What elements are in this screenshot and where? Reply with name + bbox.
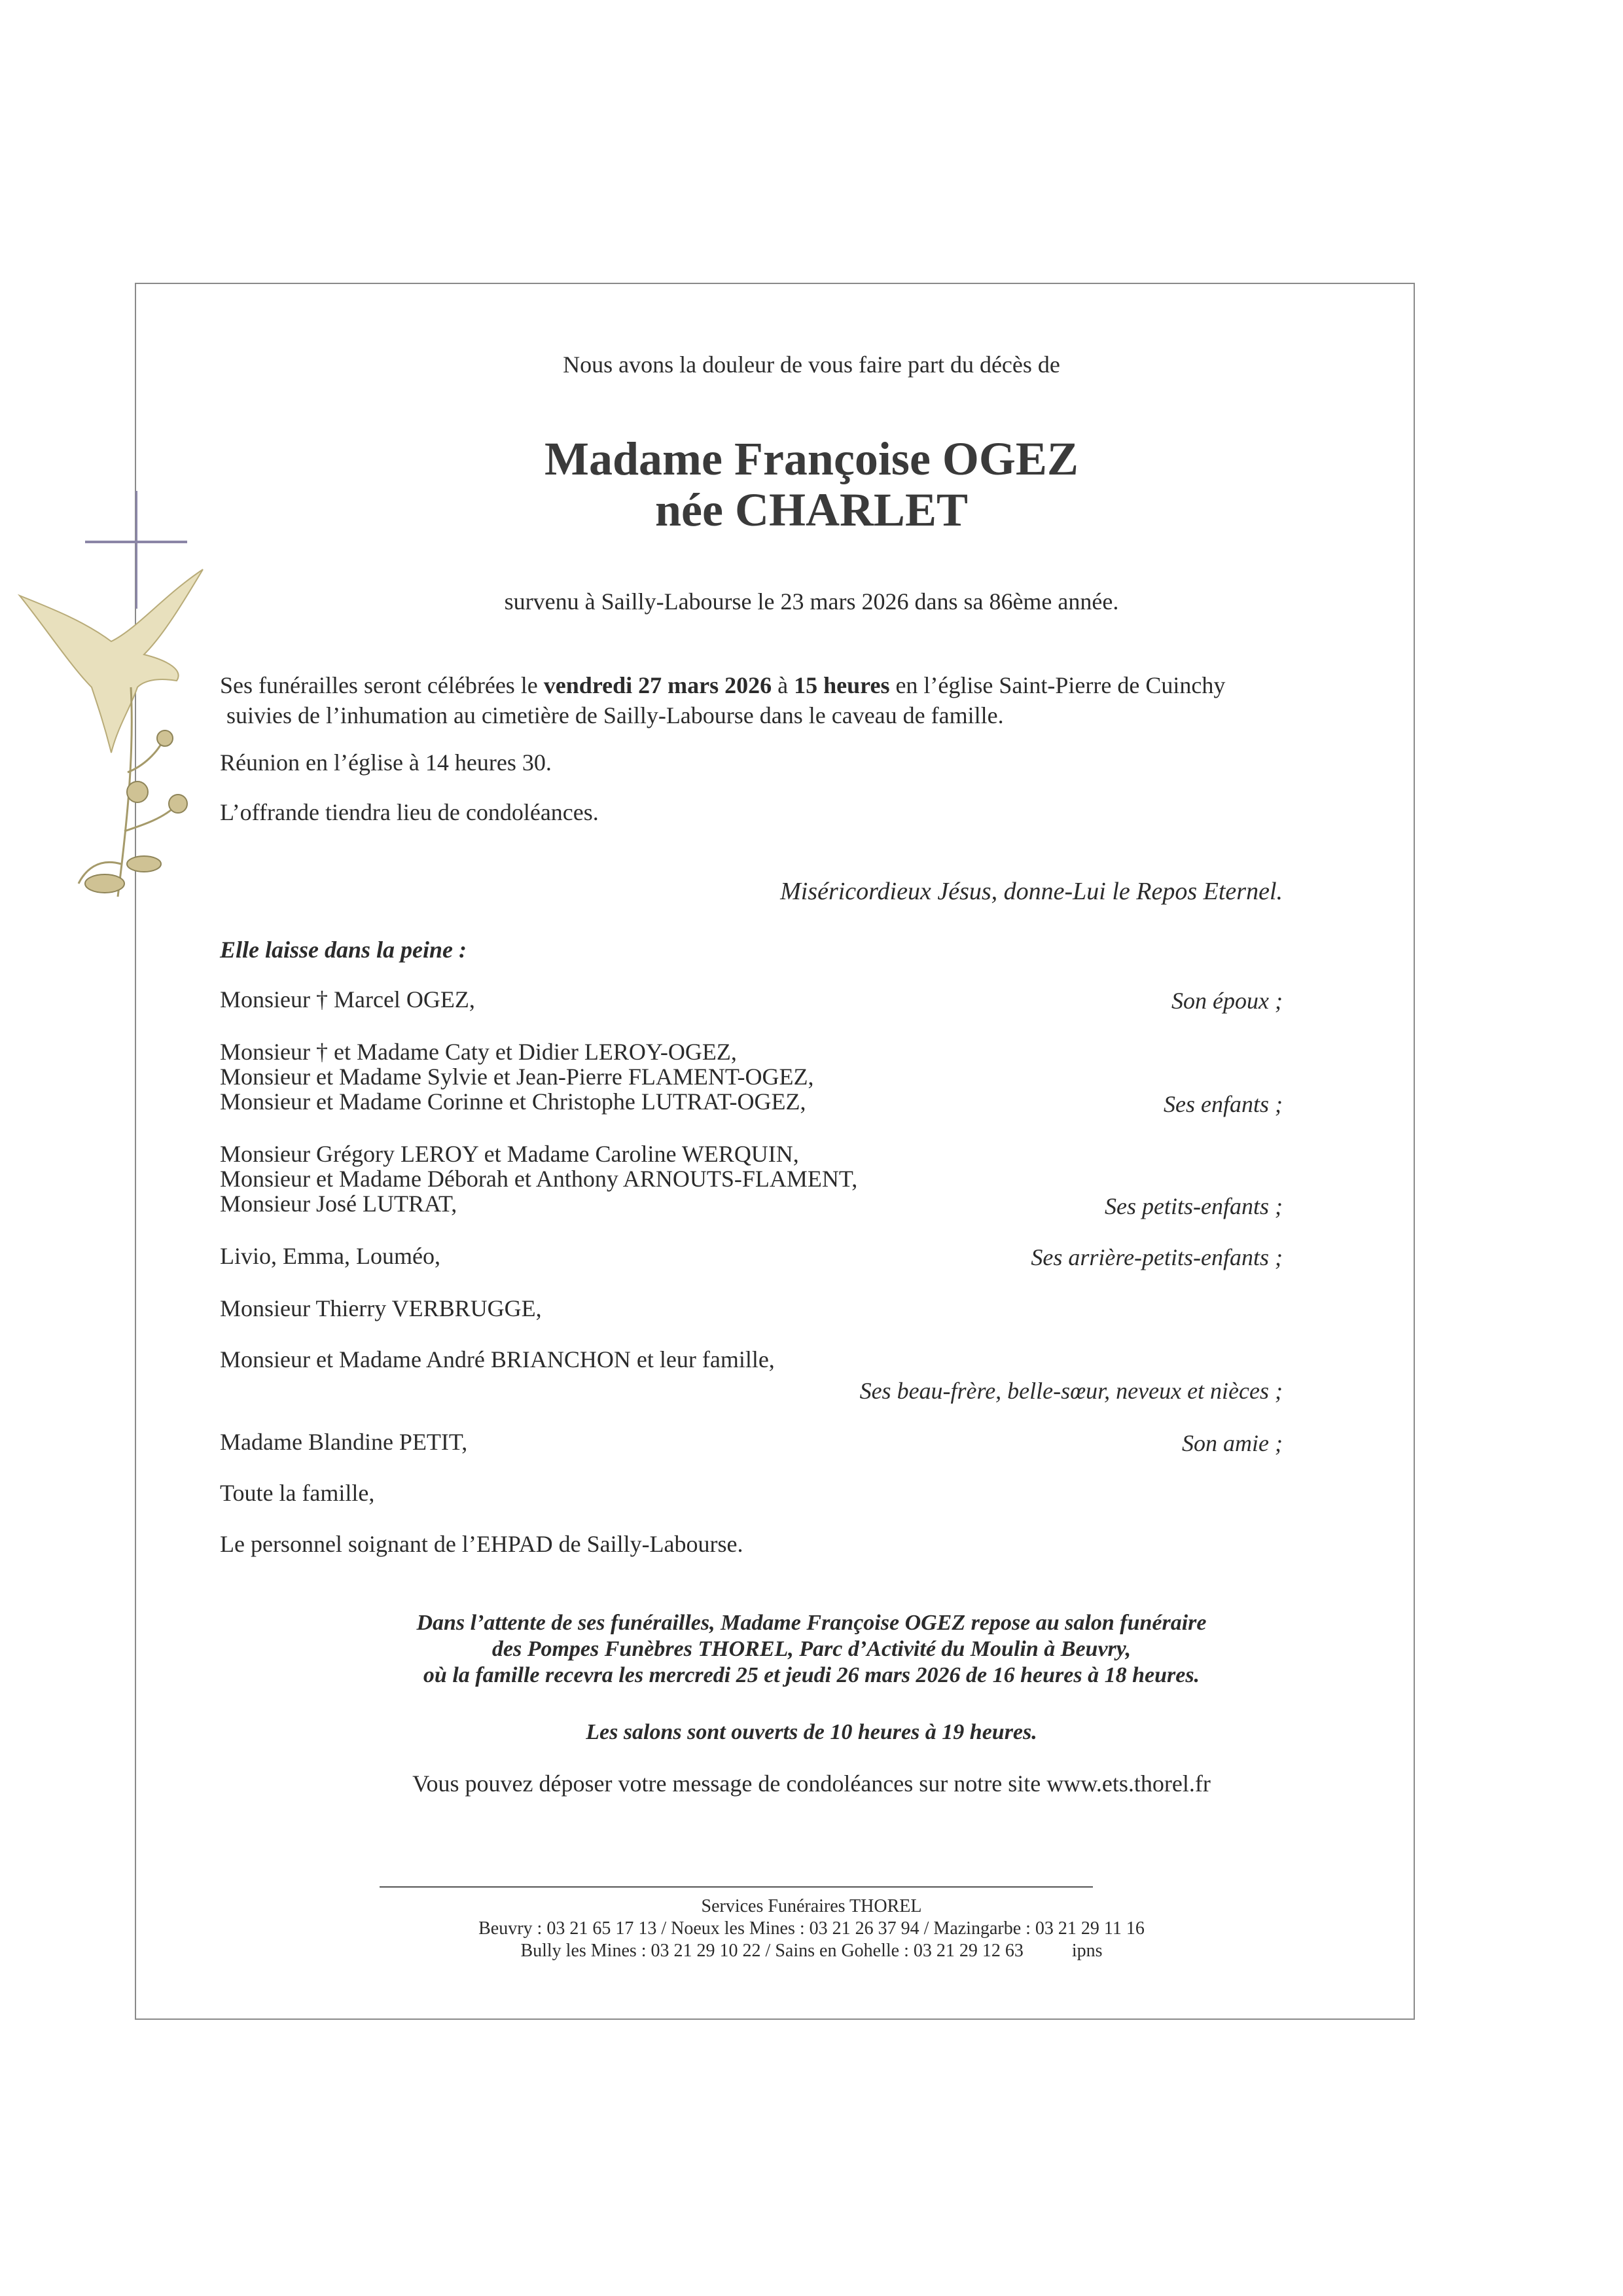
family-relation: Ses petits-enfants ; xyxy=(1105,1193,1283,1219)
family-entry xyxy=(220,1347,775,1372)
name-line-2: née CHARLET xyxy=(654,484,969,536)
family-entry xyxy=(220,1244,440,1268)
footer-company: Services Funéraires THOREL xyxy=(701,1896,922,1916)
deceased-name xyxy=(0,433,1623,535)
reunion-text: Réunion en l’église à 14 heures 30. xyxy=(220,749,552,776)
family-entry xyxy=(220,1429,467,1454)
mourners-heading: Elle laisse dans la peine : xyxy=(220,937,467,963)
footer xyxy=(0,1895,1623,1962)
prayer-text: Miséricordieux Jésus, donne-Lui le Repos Eternel. xyxy=(780,878,1283,905)
family-entry xyxy=(220,1480,374,1505)
family-entry xyxy=(220,1296,542,1321)
visitation-line: des Pompes Funèbres THOREL, Parc d’Activité du Moulin à Beuvry, xyxy=(491,1637,1132,1661)
funeral-text-2: à xyxy=(772,672,794,698)
footer-phones-1: Beuvry : 03 21 65 17 13 / Noeux les Mines : 03 21 26 37 94 / Mazingarbe : 03 21 29 11 16 xyxy=(478,1918,1145,1939)
footer-phones-2-row xyxy=(0,1940,1623,1962)
footer-divider xyxy=(380,1886,1093,1888)
cross-icon-bar xyxy=(85,541,187,543)
funeral-date: vendredi 27 mars 2026 xyxy=(543,672,772,698)
family-entry xyxy=(220,1532,743,1556)
family-name: Toute la famille, xyxy=(220,1480,375,1506)
funeral-text-1: Ses funérailles seront célébrées le xyxy=(220,672,544,698)
family-name: Monsieur † et Madame Caty et Didier LEROY-OGEZ, xyxy=(220,1039,737,1065)
funeral-text-line-2: suivies de l’inhumation au cimetière de Sailly-Labourse dans le caveau de famille. xyxy=(226,702,1004,728)
funeral-text-3: en l’église Saint-Pierre de Cuinchy xyxy=(889,672,1226,698)
visitation-details xyxy=(0,1610,1623,1689)
family-relation: Son amie ; xyxy=(1182,1430,1283,1456)
condolence-website: Vous pouvez déposer votre message de condoléances sur notre site www.ets.thorel.fr xyxy=(412,1770,1211,1797)
death-details: survenu à Sailly-Labourse le 23 mars 2026 dans sa 86ème année. xyxy=(504,588,1119,615)
family-name: Monsieur et Madame Déborah et Anthony ARNOUTS-FLAMENT, xyxy=(220,1166,858,1192)
funeral-time: 15 heures xyxy=(794,672,890,698)
family-name: Monsieur et Madame Sylvie et Jean-Pierre FLAMENT-OGEZ, xyxy=(220,1064,814,1090)
family-name: Monsieur Thierry VERBRUGGE, xyxy=(220,1295,542,1321)
footer-tag: ipns xyxy=(1071,1941,1103,1961)
family-name: Monsieur † Marcel OGEZ, xyxy=(220,986,475,1013)
offrande-text: L’offrande tiendra lieu de condoléances. xyxy=(220,799,599,825)
family-name: Monsieur et Madame André BRIANCHON et leur famille, xyxy=(220,1346,775,1372)
intro-text: Nous avons la douleur de vous faire part du décès de xyxy=(563,351,1060,378)
family-entry xyxy=(220,1039,813,1114)
footer-phones-2: Bully les Mines : 03 21 29 10 22 / Sains en Gohelle : 03 21 29 12 63 xyxy=(520,1941,1024,1961)
family-name: Monsieur Grégory LEROY et Madame Caroline WERQUIN, xyxy=(220,1141,799,1167)
family-name: Madame Blandine PETIT, xyxy=(220,1429,468,1455)
name-line-1: Madame Françoise OGEZ xyxy=(544,433,1079,485)
family-relation: Ses beau-frère, belle-sœur, neveux et nièces ; xyxy=(859,1378,1283,1404)
visitation-line: où la famille recevra les mercredi 25 et jeudi 26 mars 2026 de 16 heures à 18 heures. xyxy=(423,1663,1200,1687)
salon-hours: Les salons sont ouverts de 10 heures à 19 heures. xyxy=(586,1720,1037,1744)
visitation-line: Dans l’attente de ses funérailles, Madame Françoise OGEZ repose au salon funéraire xyxy=(416,1611,1207,1635)
family-relation: Ses enfants ; xyxy=(1164,1091,1283,1117)
family-name: Monsieur et Madame Corinne et Christophe LUTRAT-OGEZ, xyxy=(220,1088,806,1115)
family-entry xyxy=(220,987,475,1012)
family-entry xyxy=(220,1141,857,1216)
family-name: Monsieur José LUTRAT, xyxy=(220,1191,457,1217)
family-relation: Son époux ; xyxy=(1171,988,1283,1014)
funeral-details xyxy=(220,670,1225,730)
family-name: Le personnel soignant de l’EHPAD de Sailly-Labourse. xyxy=(220,1531,743,1557)
family-relation: Ses arrière-petits-enfants ; xyxy=(1031,1244,1283,1270)
family-name: Livio, Emma, Louméo, xyxy=(220,1243,440,1269)
